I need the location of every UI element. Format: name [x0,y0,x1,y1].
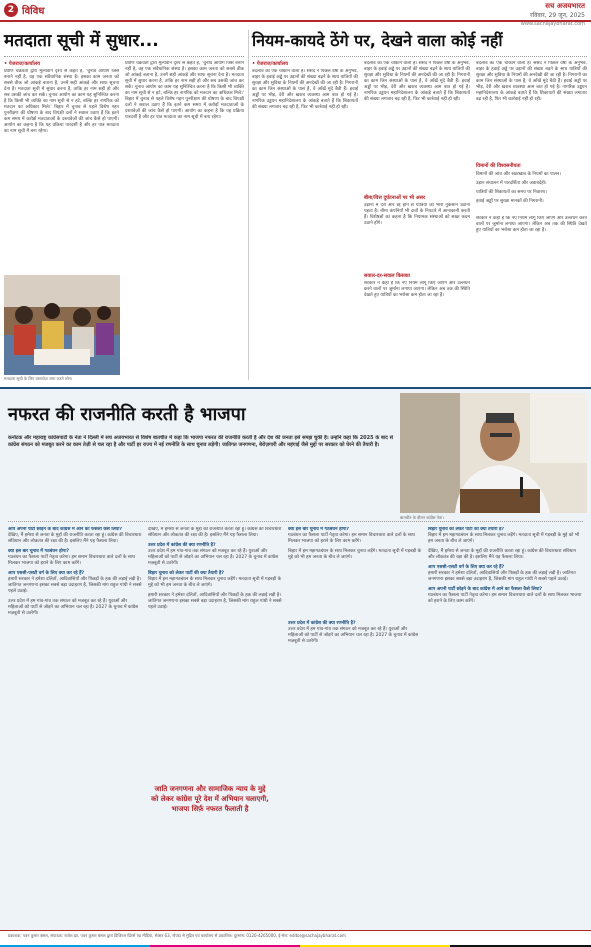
answer: गठबंधन का फैसला पार्टी नेतृत्व करेगा। हम समान विचारधारा वाले दलों के साथ मिलकर भाजपा को हराने के लिए काम करेंगे। [428,593,582,604]
question: क्या इस बार चुनाव में गठबंधन होगा? [8,549,69,554]
column-divider [248,30,249,380]
page-number: 2 [4,3,18,17]
interview-section [0,387,591,930]
section-title: विविध [22,6,45,17]
interview-column-4 [428,527,583,927]
byline: • पेजराज/कार्यालय [4,61,40,67]
bullet-list [476,172,587,208]
newspaper-logo: सच अजयभारत [545,2,585,10]
question: आप एससी-एसटी वर्ग के लिए क्या कर रहे हैं? [8,571,85,576]
question: आप अपनी पार्टी छोड़ने के बाद कांग्रेस में आने का फैसला कैसे लिया? [428,587,543,592]
interview-column-3 [288,527,422,927]
story-voter-list [4,30,244,382]
story-column-2: प्रवीण चक्रवर्ती द्वारा मूल्यवान दृश्य से कहते हैं, 'चुनाव आयोग जिसे बनाने नहीं है, वह एक संवैधानिक संस्था है। इसका काम जनता को सबसे ठीक जो आंकड़े बताना है, उनमें सही आंकड़े और साफ़ सूचना देना है। मतदाता सूची में सुधार करना है, ताकि हर नाम सही हो और सब उसकी जांच कर सकें। चुनाव आयोग का काम यह सुनिश्चित करना है कि किसी भी व्यक्ति का नाम सूची से न हटे, बल्कि हर नागरिक को मतदान का अधिकार मिले।' बिहार में चुनाव से पहले विशेष गहन पुनरीक्षण की घोषणा के बाद विपक्षी दलों ने सवाल उठाए हैं कि इतने कम समय में करोड़ों मतदाताओं के दस्तावेज़ों की जांच कैसे हो पाएगी। आयोग का कहना है कि यह प्रक्रिया पारदर्शी है और हर पात्र मतदाता का नाम सूची में बना रहेगा। [125,61,244,120]
divider [252,56,587,57]
story-column-1: बदलाव का एक चौंकाने वाला है। संसद ने पिछले वर्षों के अनुभव, बाहर के हवाई अड्डे पर उड़ानों की संख्या बढ़ने के साथ यात्रियों की सुरक्षा और सुविधा के नियमों की अनदेखी की जा रही है। निगरानी का काम जिन संस्थाओं के पास है, वे आँखें मूंदे बैठी हैं। हवाई अड्डों पर भीड़, देरी और खराब व्यवस्था आम बात हो गई है। नागरिक उड्डयन महानिदेशालय के आंकड़े बताते हैं कि शिकायतों की संख्या लगातार बढ़ रही है, फिर भी कार्रवाई नहीं हो रही। [252,69,358,110]
answer: उत्तर प्रदेश में हम गांव-गांव तक संगठन को मजबूत कर रहे हैं। युवाओं और महिलाओं को पार्टी से जोड़ने का अभियान चल रहा है। 2027 के चुनाव में कांग्रेस मज़बूती से उतरेगी। [8,599,139,616]
story-headline: नियम-कायदे ठेंगे पर, देखने वाला कोई नहीं [252,31,503,50]
answer: देखिए, मैं हमेशा से जनता के मुद्दों की राजनीति करता रहा हूं। कांग्रेस की विचारधारा संविधान और लोकतंत्र की रक्षा की है। इसलिए मैंने यह फैसला लिया। [8,533,142,544]
question: आप अपनी पार्टी छोड़ने के बाद कांग्रेस में आने का फैसला कैसे लिया? [8,527,123,532]
answer: उत्तर प्रदेश में हम गांव-गांव तक संगठन को मजबूत कर रहे हैं। युवाओं और महिलाओं को पार्टी से जोड़ने का अभियान चल रहा है। 2027 के चुनाव में कांग्रेस मज़बूती से उतरेगी। [148,549,279,566]
story-photo [4,275,120,375]
answer: देखिए, मैं हमेशा से जनता के मुद्दों की राजनीति करता रहा हूं। कांग्रेस की विचारधारा संविधान और लोकतंत्र की रक्षा की है। इसलिए मैंने यह फैसला लिया। [148,527,282,538]
answer: बिहार में हम महागठबंधन के साथ मिलकर चुनाव लड़ेंगे। मतदाता सूची में गड़बड़ी के मुद्दे को भी हम जनता के बीच ले जाएंगे। [288,549,422,560]
question: क्या इस बार चुनाव में गठबंधन होगा? [288,527,349,532]
header-right [521,2,585,29]
interview-intro: कर्नाटक और महाराष्ट्र कांग्रेसपार्टी के नेता ने दिल्ली में सच अजयभारत से विशेष बातचीत में कहा कि भाजपा नफरत की राजनीति करती है और देश की जनता इसे समझ चुकी है। उन्होंने कहा कि 2025 के बाद से कांग्रेस संगठन को मजबूत करने का काम तेज़ी से चल रहा है और पार्टी हर राज्य में नई रणनीति के साथ चुनाव लड़ेगी। जातिगत जनगणना, बेरोज़गारी और महंगाई जैसे मुद्दों पर सरकार को घेरने की तैयारी है। [8,435,393,448]
photo-caption: मतदाता सूची के लिए दस्तावेज़ जमा करते लोग। [4,376,73,381]
answer: बिहार में हम महागठबंधन के साथ मिलकर चुनाव लड़ेंगे। मतदाता सूची में गड़बड़ी के मुद्दे को भी हम जनता के बीच ले जाएंगे। [428,533,580,544]
interview-column-2 [148,527,282,927]
question: बिहार चुनाव को लेकर पार्टी की क्या तैयारी है? [428,527,504,532]
story-column-2c: सरकार ने कहा है कि नए नियम लागू किए जाएंगे और उल्लंघन करने वालों पर जुर्माना लगाया जाएगा। लेकिन अब तक की स्थिति देखते हुए यात्रियों का भरोसा कम होता जा रहा है। [364,281,470,298]
answer: हमारी सरकार ने हमेशा दलितों, आदिवासियों और पिछड़ों के हक की लड़ाई लड़ी है। जातिगत जनगणना इसका सबसे बड़ा उदाहरण है, जिसकी मांग राहुल गांधी ने सबसे पहले उठाई। [8,577,142,594]
pull-quote: जाति जनगणना और सामाजिक न्याय के मुद्दे को लेकर कांग्रेस पूरे देश में अभियान चलाएगी, भाजपा सिर्फ़ नफरत फैलाती है [151,785,269,813]
page-header [0,0,591,27]
voters-photo [4,275,120,375]
interview-column-1 [8,527,142,927]
answer: बिहार में हम महागठबंधन के साथ मिलकर चुनाव लड़ेंगे। मतदाता सूची में गड़बड़ी के मुद्दे को भी हम जनता के बीच ले जाएंगे। [148,577,282,588]
photo-caption: बातचीत के दौरान कांग्रेस नेता। [400,515,444,520]
list-item: उड़ान संचालन में पारदर्शिता और जवाबदेही। [476,181,547,186]
byline: • पेजराज/कार्यालय [252,61,288,67]
question: बिहार चुनाव को लेकर पार्टी की क्या तैयारी है? [148,571,224,576]
interview-headline: नफरत की राजनीति करती है भाजपा [8,404,246,425]
answer: हमारी सरकार ने हमेशा दलितों, आदिवासियों और पिछड़ों के हक की लड़ाई लड़ी है। जातिगत जनगणना इसका सबसे बड़ा उदाहरण है, जिसकी मांग राहुल गांधी ने सबसे पहले उठाई। [148,593,282,610]
story-column-1: प्रवीण चक्रवर्ती द्वारा मूल्यवान दृश्य से कहते हैं, 'चुनाव आयोग जिसे बनाने नहीं है, वह एक संवैधानिक संस्था है। इसका काम जनता को सबसे ठीक जो आंकड़े बताना है, उनमें सही आंकड़े और साफ़ सूचना देना है। मतदाता सूची में सुधार करना है, ताकि हर नाम सही हो और सब उसकी जांच कर सकें। चुनाव आयोग का काम यह सुनिश्चित करना है कि किसी भी व्यक्ति का नाम सूची से न हटे, बल्कि हर नागरिक को मतदान का अधिकार मिले।' बिहार में चुनाव से पहले विशेष गहन पुनरीक्षण की घोषणा के बाद विपक्षी दलों ने सवाल उठाए हैं कि इतने कम समय में करोड़ों मतदाताओं के दस्तावेज़ों की जांच कैसे हो पाएगी। आयोग का कहना है कि यह प्रक्रिया पारदर्शी है और हर पात्र मतदाता का नाम सूची में बना रहेगा। [4,69,119,134]
story-column-3: बदलाव का एक चौंकाने वाला है। संसद ने पिछले वर्षों के अनुभव, बाहर के हवाई अड्डे पर उड़ानों की संख्या बढ़ने के साथ यात्रियों की सुरक्षा और सुविधा के नियमों की अनदेखी की जा रही है। निगरानी का काम जिन संस्थाओं के पास है, वे आँखें मूंदे बैठी हैं। हवाई अड्डों पर भीड़, देरी और खराब व्यवस्था आम बात हो गई है। नागरिक उड्डयन महानिदेशालय के आंकड़े बताते हैं कि शिकायतों की संख्या लगातार बढ़ रही है, फिर भी कार्रवाई नहीं हो रही। [476,61,587,102]
question: आप एससी-एसटी वर्ग के लिए क्या कर रहे हैं? [428,565,505,570]
website: www.sachajaybharat.com [520,21,585,27]
answer: उत्तर प्रदेश में हम गांव-गांव तक संगठन को मजबूत कर रहे हैं। युवाओं और महिलाओं को पार्टी से जोड़ने का अभियान चल रहा है। 2027 के चुनाव में कांग्रेस मज़बूती से उतरेगी। [288,627,419,644]
story-column-2: बदलाव का एक चौंकाने वाला है। संसद ने पिछले वर्षों के अनुभव, बाहर के हवाई अड्डे पर उड़ानों की संख्या बढ़ने के साथ यात्रियों की सुरक्षा और सुविधा के नियमों की अनदेखी की जा रही है। निगरानी का काम जिन संस्थाओं के पास है, वे आँखें मूंदे बैठी हैं। हवाई अड्डों पर भीड़, देरी और खराब व्यवस्था आम बात हो गई है। नागरिक उड्डयन महानिदेशालय के आंकड़े बताते हैं कि शिकायतों की संख्या लगातार बढ़ रही है, फिर भी कार्रवाई नहीं हो रही। [364,61,470,102]
question: उत्तर प्रदेश में कांग्रेस की क्या रणनीति है? [288,621,356,626]
interview-photo [400,393,587,513]
list-item: विमानों की जांच और रखरखाव के नियमों का पालन। [476,172,561,177]
answer: देखिए, मैं हमेशा से जनता के मुद्दों की राजनीति करता रहा हूं। कांग्रेस की विचारधारा संविधान और लोकतंत्र की रक्षा की है। इसलिए मैंने यह फैसला लिया। [428,549,577,560]
question: उत्तर प्रदेश में कांग्रेस की क्या रणनीति है? [148,543,216,548]
divider [4,56,244,57]
divider [8,521,583,522]
imprint-footer: प्रकाशक: पवन कुमार बंसल, संपादक: राजेश झा, पवन कुमार बंसल द्वारा डिजिटल प्रिंटर्स एंड मीडिया, सेक्टर 63, नोएडा से मुद्रित एवं कार्यालय से प्रकाशित। दूरभाष: 0120-4265000, ई-मेल: editor@sachajaybharat.com [0,930,591,947]
story-aviation-rules [252,30,587,382]
subhead-insurance: बीमा/वित्त दुर्घटनाओं पर भी असर [364,195,426,201]
list-item: हवाई अड्डों पर सुरक्षा मानकों की निगरानी। [476,199,544,204]
subhead-question: सवाल-दर-सवाल किसका [364,273,410,279]
leader-photo [400,393,587,513]
list-item: यात्रियों की शिकायतों का समय पर निवारण। [476,190,548,195]
subhead-reliability: विमानों की विश्वसनीयता [476,163,521,169]
story-column-3b: सरकार ने कहा है कि नए नियम लागू किए जाएंगे और उल्लंघन करने वालों पर जुर्माना लगाया जाएगा। लेकिन अब तक की स्थिति देखते हुए यात्रियों का भरोसा कम होता जा रहा है। [476,216,587,233]
answer: गठबंधन का फैसला पार्टी नेतृत्व करेगा। हम समान विचारधारा वाले दलों के साथ मिलकर भाजपा को हराने के लिए काम करेंगे। [288,533,415,544]
answer: गठबंधन का फैसला पार्टी नेतृत्व करेगा। हम समान विचारधारा वाले दलों के साथ मिलकर भाजपा को हराने के लिए काम करेंगे। [8,555,135,566]
answer: हमारी सरकार ने हमेशा दलितों, आदिवासियों और पिछड़ों के हक की लड़ाई लड़ी है। जातिगत जनगणना इसका सबसे बड़ा उदाहरण है, जिसकी मांग राहुल गांधी ने सबसे पहले उठाई। [428,571,576,582]
story-column-2b: उड़ानों में देरी और रद्द होने से यात्रियों को भारी नुकसान उठाना पड़ता है। बीमा कंपनियाँ भी दावों के निपटारे में आनाकानी करती हैं। विशेषज्ञों का कहना है कि नियामक संस्थाओं को सख्त कदम उठाने होंगे। [364,203,470,226]
issue-date: रविवार, 29 जून, 2025 [530,12,585,19]
story-headline: मतदाता सूची में सुधार... [4,31,159,51]
